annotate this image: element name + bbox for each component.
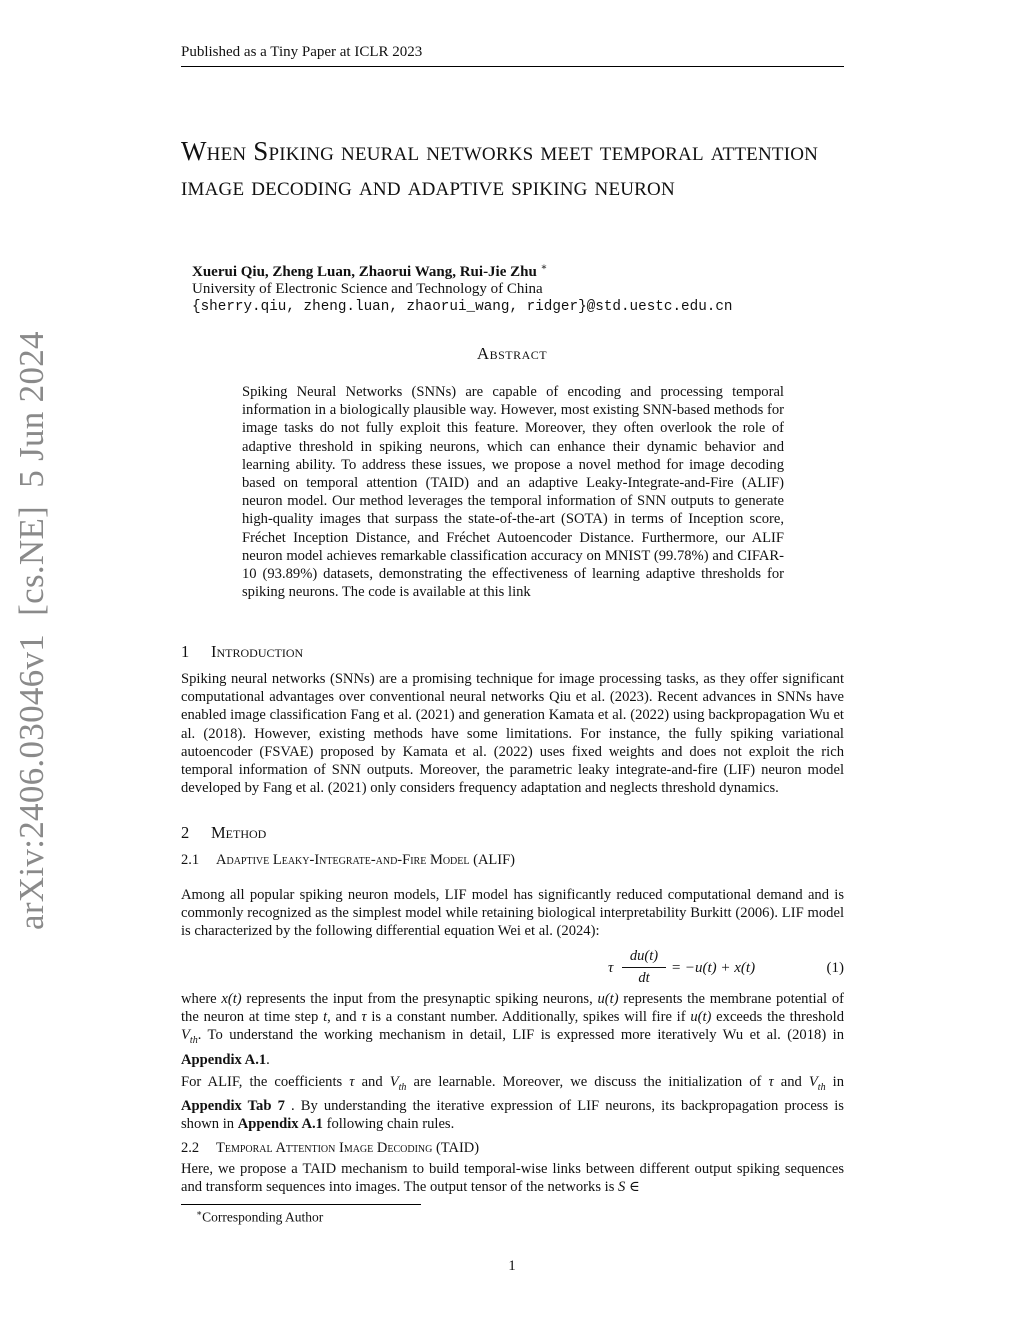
affiliation: University of Electronic Science and Technology of China (192, 281, 543, 297)
author-emails: {sherry.qiu, zheng.luan, zhaorui_wang, ridger}@std.uestc.edu.cn (192, 299, 733, 315)
appendix-ref: Appendix A.1 (237, 1116, 323, 1133)
math-v: V (181, 1027, 190, 1044)
eq-denominator: dt (638, 970, 650, 986)
eq-rhs: = −u(t) + x(t) (671, 960, 756, 976)
footnote-mark: ∗ (196, 1208, 203, 1218)
math-vth (389, 1074, 407, 1093)
appendix-ref: Appendix Tab 7 (181, 1098, 285, 1115)
math-v: V (808, 1074, 818, 1090)
footnote (196, 1208, 323, 1226)
math-vth (808, 1074, 826, 1093)
text-run: exceeds the threshold (711, 1009, 844, 1026)
section-method-heading (181, 823, 266, 843)
math-t: t (323, 1009, 328, 1026)
author-mark: ∗ (540, 262, 548, 273)
eq-label: (1) (826, 960, 844, 976)
page-number: 1 (508, 1258, 516, 1274)
text-run: following chain rules. (322, 1116, 455, 1133)
math-tau: τ (768, 1074, 774, 1090)
subsection-taid-heading (181, 1140, 479, 1157)
text-run: and (773, 1074, 809, 1090)
text-run: in (825, 1074, 844, 1090)
alif-paragraph-1: Among all popular spiking neuron models, LIF model has significantly reduced computational demand and is commonly recognized as the simplest model while retaining biological interpretability Burkitt (2006). LIF model is characterized by the following differential equation Wei et al. (2024): (181, 887, 844, 940)
running-header: Published as a Tiny Paper at ICLR 2023 (181, 44, 423, 60)
math-v: V (389, 1074, 399, 1090)
math-xt: x(t) (221, 991, 242, 1007)
math-s: S (618, 1179, 626, 1196)
text-run: . To understand the working mechanism in detail, LIF is expressed more iteratively Wu et al. (2018) in (197, 1027, 844, 1044)
math-th: th (189, 1035, 198, 1047)
subsection-number: 2.1 (181, 852, 200, 868)
eq-lhs: τ (608, 960, 614, 976)
text-run: . (266, 1051, 270, 1068)
text-run: are learnable. Moreover, we discuss the initialization of (406, 1074, 769, 1090)
subsection-alif-heading (181, 852, 515, 869)
footnote-text: Corresponding Author (202, 1209, 324, 1225)
abstract-heading: Abstract (476, 344, 548, 363)
paper-title: When Spiking neural networks meet temporal attention image decoding and adaptive spiking neuron (181, 136, 819, 201)
subsection-title: Adaptive Leaky-Integrate-and-Fire Model (ALIF) (216, 852, 515, 868)
text-run: and (354, 1074, 390, 1090)
text-run: represents the membrane potential of the neuron at time step (181, 991, 844, 1026)
math-ut: u(t) (597, 991, 619, 1007)
text-run: is a constant number. Additionally, spikes will fire if (366, 1009, 691, 1026)
math-th: th (817, 1081, 826, 1093)
math-ut: u(t) (690, 1009, 712, 1026)
taid-paragraph (181, 1160, 844, 1196)
section-intro-heading (181, 642, 303, 662)
text-run: , and (327, 1009, 362, 1026)
header-rule (181, 66, 844, 67)
math-th: th (398, 1081, 407, 1093)
math-tau: τ (361, 1009, 367, 1026)
text-run: represents the input from the presynaptic spiking neurons, (241, 991, 598, 1007)
text-run: where (181, 991, 222, 1007)
section-number: 2 (181, 823, 190, 842)
abstract-body: Spiking Neural Networks (SNNs) are capable of encoding and processing temporal information in a biologically plausible way. However, most existing SNN-based methods for image tasks do not fully exploit this feature. Moreover, they often overlook the role of adaptive threshold in spiking neurons, which can enhance their dynamic behavior and learning ability. To address these issues, we propose a novel method for image decoding based on temporal attention (TAID) and an adaptive Leaky-Integrate-and-Fire (ALIF) neuron model. Our method leverages the temporal information of SNN outputs to generate high-quality images that surpass the state-of-the-art (SOTA) in terms of Inception score, Fréchet Inception Distance, and Fréchet Autoencoder Distance. Furthermore, our ALIF neuron model achieves remarkable classification accuracy on MNIST (99.78%) and CIFAR-10 (93.89%) datasets, demonstrating the effectiveness of learning adaptive thresholds for spiking neurons. The code is available at this link (242, 384, 784, 601)
math-vth (181, 1027, 198, 1047)
text-run: Here, we propose a TAID mechanism to build temporal-wise links between different output spiking sequences and transform sequences into images. The output tensor of the networks is (181, 1161, 844, 1196)
section-title: Introduction (211, 642, 304, 661)
eq-fraction-bar (622, 967, 666, 968)
subsection-title: Temporal Attention Image Decoding (TAID) (216, 1140, 480, 1156)
text-run: ∈ (625, 1179, 640, 1196)
eq-fraction (622, 948, 666, 987)
alif-paragraph-2 (181, 990, 844, 1069)
subsection-number: 2.2 (181, 1140, 200, 1156)
text-run: For ALIF, the coefficients (181, 1074, 350, 1090)
section-title: Method (211, 823, 267, 842)
footnote-rule (181, 1204, 421, 1205)
arxiv-stamp: arXiv:2406.03046v1 [cs.NE] 5 Jun 2024 (12, 331, 51, 930)
appendix-ref: Appendix A.1 (181, 1051, 267, 1068)
eq-numerator: du(t) (629, 948, 659, 964)
section-number: 1 (181, 642, 190, 661)
intro-paragraph: Spiking neural networks (SNNs) are a promising technique for image processing tasks, as they offer significant computational advantages over conventional neural networks Qiu et al. (2023). Recent advances in SNNs have enabled image classification Fang et al. (2021) and generation Kamata et al. (2022) using backpropagation Wu et al. (2018). However, existing methods have some limitations. For instance, the fully spiking variational autoencoder (FSVAE) proposed by Kamata et al. (2022) uses fixed weights and does not exploit the rich temporal information of SNN outputs. Moreover, the parametric leaky integrate-and-fire (LIF) neuron model developed by Fang et al. (2021) only considers frequency adaptation and neglects threshold dynamics. (181, 671, 844, 797)
equation-1 (181, 948, 844, 988)
text-run: . By understanding the iterative expression of LIF neurons, its backpropagation process is shown in (181, 1098, 844, 1133)
authors (192, 262, 547, 281)
author-names: Xuerui Qiu, Zheng Luan, Zhaorui Wang, Rui-Jie Zhu (192, 264, 537, 280)
math-tau: τ (349, 1074, 355, 1090)
alif-paragraph-3 (181, 1073, 844, 1134)
